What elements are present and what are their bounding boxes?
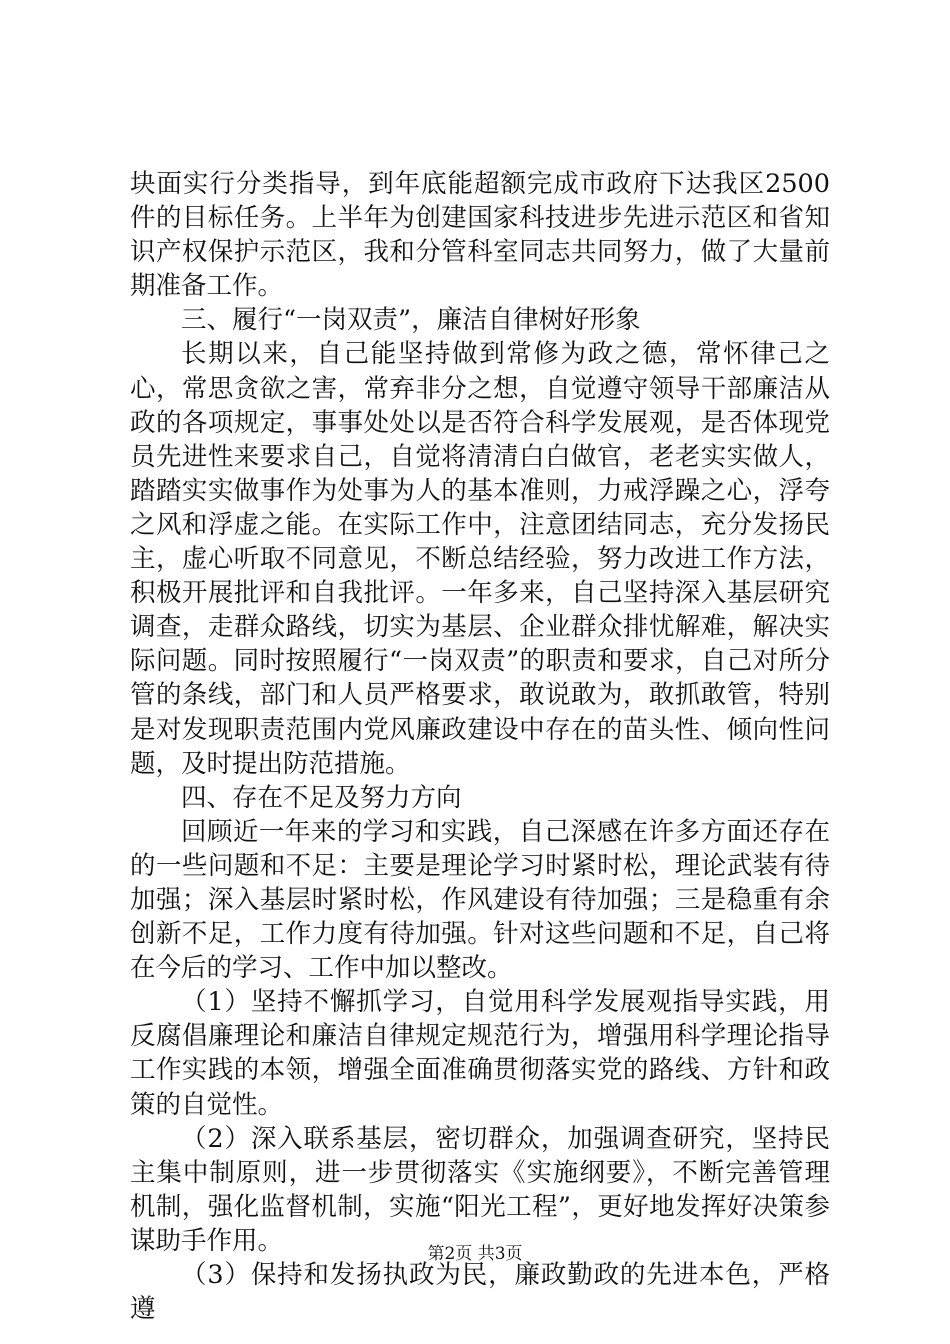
list-item-3: （3）保持和发扬执政为民，廉政勤政的先进本色，严格遵 xyxy=(130,1260,830,1325)
document-body xyxy=(130,167,830,1326)
section-heading-shortcomings: 四、存在不足及努力方向 xyxy=(181,782,462,813)
page-number-footer: 第2页 共3页 xyxy=(427,1244,523,1264)
list-item-2: （2）深入联系基层，密切群众，加强调查研究，坚持民主集中制原则，进一步贯彻落实《实施纲要》，不断完善管理机制，强化监督机制，实施“阳光工程”，更好地发挥好决策参谋助手作用。 xyxy=(130,1123,830,1256)
section-heading-integrity: 三、履行“一岗双责”，廉洁自律树好形象 xyxy=(181,305,641,336)
paragraph-self-discipline: 长期以来，自己能坚持做到常修为政之德，常怀律己之心，常思贪欲之害，常弃非分之想，自觉遵守领导干部廉洁从政的各项规定，事事处处以是否符合科学发展观，是否体现党员先进性来要求自己，自觉将清清白白做官，老老实实做人，踏踏实实做事作为处事为人的基本准则，力戒浮躁之心，浮夸之风和浮虚之能。在实际工作中，注意团结同志，充分发扬民主，虚心听取不同意见，不断总结经验，努力改进工作方法，积极开展批评和自我批评。一年多来，自己坚持深入基层研究调查，走群众路线，切实为基层、企业群众排忧解难，解决实际问题。同时按照履行“一岗双责”的职责和要求，自己对所分管的条线，部门和人员严格要求，敢说敢为，敢抓敢管，特别是对发现职责范围内党风廉政建设中存在的苗头性、倾向性问题，及时提出防范措施。 xyxy=(130,339,830,779)
paragraph-task-completion: 块面实行分类指导，到年底能超额完成市政府下达我区2500件的目标任务。上半年为创建国家科技进步先进示范区和省知识产权保护示范区，我和分管科室同志共同努力，做了大量前期准备工作。 xyxy=(130,169,830,302)
list-item-1: （1）坚持不懈抓学习，自觉用科学发展观指导实践，用反腐倡廉理论和廉洁自律规定规范行为，增强用科学理论指导工作实践的本领，增强全面准确贯彻落实党的路线、方针和政策的自觉性。 xyxy=(130,987,830,1120)
paragraph-review: 回顾近一年来的学习和实践，自己深感在许多方面还存在的一些问题和不足：主要是理论学习时紧时松，理论武装有待加强；深入基层时紧时松，作风建设有待加强；三是稳重有余创新不足，工作力度有待加强。针对这些问题和不足，自己将在今后的学习、工作中加以整改。 xyxy=(130,816,830,984)
